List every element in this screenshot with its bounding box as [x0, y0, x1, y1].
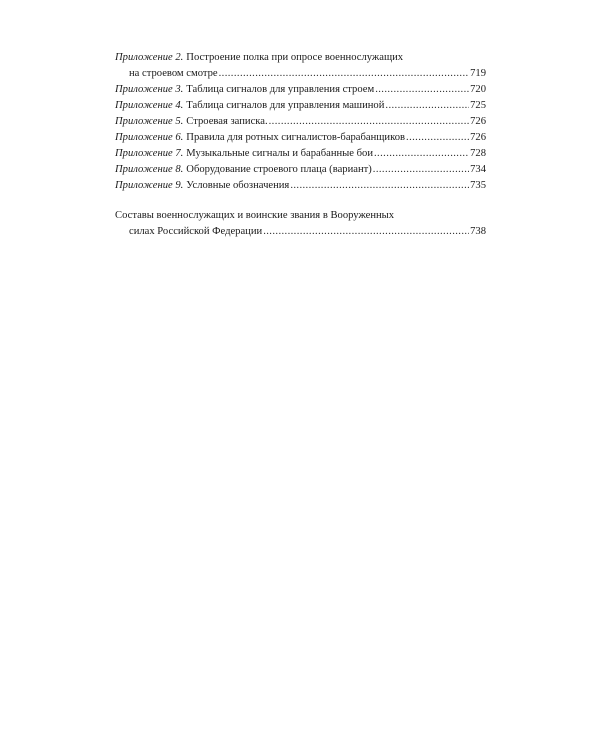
dot-leader [375, 82, 469, 98]
section-spacer [115, 194, 486, 208]
entry-title-continued: на строевом смотре [129, 68, 218, 79]
page-number: 728 [470, 148, 486, 159]
page-number: 719 [470, 68, 486, 79]
appendix-label: Приложение 4. [115, 100, 184, 111]
toc-entry-appendix-3[interactable] [115, 82, 486, 98]
entry-title: Таблица сигналов для управления строем [186, 84, 375, 95]
entry-title: Построение полка при опросе военнослужащих [186, 52, 404, 63]
toc-entry-appendix-7[interactable] [115, 146, 486, 162]
page-number: 725 [470, 100, 486, 111]
appendix-label: Приложение 5. [115, 116, 184, 127]
toc-entry-appendix-4[interactable] [115, 98, 486, 114]
entry-title: Таблица сигналов для управления машиной [186, 100, 385, 111]
entry-title: Условные обозначения [186, 180, 290, 191]
page-number: 738 [470, 226, 486, 237]
appendix-label: Приложение 9. [115, 180, 184, 191]
appendix-label: Приложение 7. [115, 148, 184, 159]
table-of-contents [115, 50, 486, 240]
dot-leader [269, 114, 469, 130]
entry-title-continued: силах Российской Федерации [129, 226, 263, 237]
entry-title: Строевая записка. [186, 116, 268, 127]
dot-leader [385, 98, 469, 114]
dot-leader [290, 178, 469, 194]
page-number: 726 [470, 116, 486, 127]
appendix-label: Приложение 3. [115, 84, 184, 95]
entry-title: Музыкальные сигналы и барабанные бои [186, 148, 373, 159]
entry-title: Оборудование строевого плаца (вариант) [186, 164, 372, 175]
page-number: 720 [470, 84, 486, 95]
dot-leader [263, 224, 469, 240]
entry-title: Правила для ротных сигналистов-барабанщиков [186, 132, 406, 143]
dot-leader [374, 146, 469, 162]
dot-leader [406, 130, 469, 146]
toc-entry-appendix-8[interactable] [115, 162, 486, 178]
entry-title: Составы военнослужащих и воинские звания в Вооруженных [115, 210, 395, 221]
appendix-label: Приложение 2. [115, 52, 184, 63]
toc-entry-appendix-6[interactable] [115, 130, 486, 146]
appendix-label: Приложение 6. [115, 132, 184, 143]
dot-leader [373, 162, 469, 178]
page-number: 735 [470, 180, 486, 191]
page-number: 726 [470, 132, 486, 143]
toc-entry-appendix-5[interactable] [115, 114, 486, 130]
toc-entry-appendix-9[interactable] [115, 178, 486, 194]
dot-leader [219, 66, 470, 82]
appendix-label: Приложение 8. [115, 164, 184, 175]
page-number: 734 [470, 164, 486, 175]
toc-entry-appendix-2[interactable] [115, 50, 486, 82]
toc-entry-ranks-section[interactable] [115, 208, 486, 240]
